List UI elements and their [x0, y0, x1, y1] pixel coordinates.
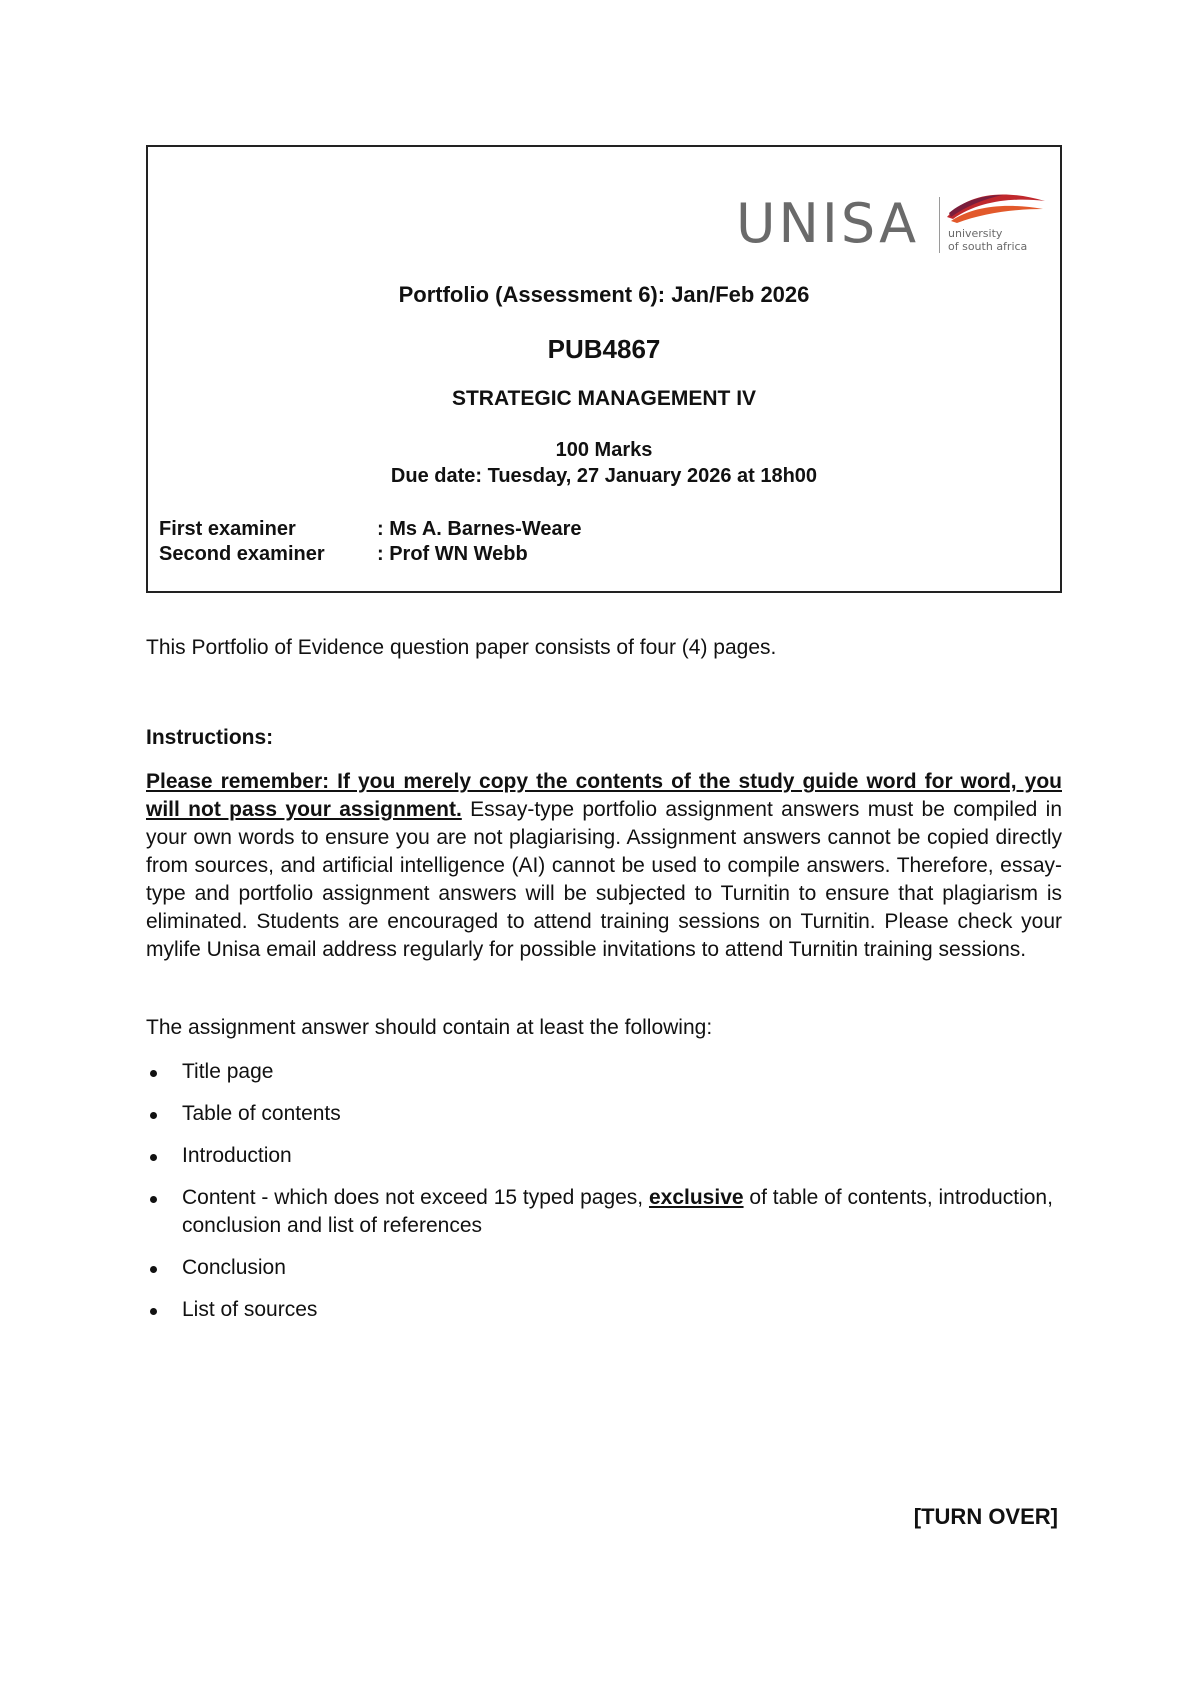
instructions-text: Essay-type portfolio assignment answers must be compiled in your own words to ensure you are not plagiarising. Assignment answers cannot be copied directly from sources, and artificial intelligence (AI) cannot be used to compile answers. Therefore, essay-type and portfolio assignment answers will be subjected to Turnitin to ensure that plagiarism is eliminated. Students are encouraged to attend training sessions on Turnitin. Please check your mylife Unisa email address regularly for possible invitations to attend Turnitin training sessions. [146, 798, 1062, 961]
plagiarism-warning: Please remember: If you merely copy the contents of the study guide word for word, you will not pass your assignment. [146, 770, 1062, 821]
list-item [146, 1254, 1062, 1282]
assessment-title: Portfolio (Assessment 6): Jan/Feb 2026 [398, 282, 810, 307]
list-item-sources: List of sources [182, 1298, 318, 1321]
bullet-icon [150, 1070, 157, 1077]
bullet-icon [150, 1154, 157, 1161]
logo-divider [939, 197, 940, 253]
bullet-icon [150, 1308, 157, 1315]
course-name: STRATEGIC MANAGEMENT IV [451, 387, 757, 410]
cover-header-box [146, 145, 1062, 593]
content-text-after: of table of contents, introduction, conclusion and list of references [182, 1186, 1053, 1237]
list-item [146, 1142, 1062, 1170]
unisa-logo [736, 187, 1046, 267]
list-item-toc: Table of contents [182, 1102, 341, 1125]
list-item [146, 1184, 1062, 1240]
logo-tagline-line1: university [948, 227, 1003, 240]
first-examiner-row [159, 517, 582, 542]
logo-swoosh-icon [943, 187, 1048, 227]
second-examiner-label: Second examiner [159, 543, 325, 565]
bullet-icon [150, 1196, 157, 1203]
list-item [146, 1296, 1062, 1324]
content-text-before: Content - which does not exceed 15 typed pages, [182, 1186, 649, 1209]
list-item [146, 1100, 1062, 1128]
list-item-content [182, 1186, 1053, 1237]
list-item-conclusion: Conclusion [182, 1256, 286, 1279]
due-date: Due date: Tuesday, 27 January 2026 at 18h00 [390, 465, 818, 487]
content-emphasis: exclusive [648, 1186, 744, 1209]
total-marks: 100 Marks [555, 439, 653, 461]
course-code: PUB4867 [547, 334, 661, 364]
examiners-block [159, 517, 582, 567]
logo-tagline [948, 227, 1027, 253]
requirements-list [146, 1058, 1062, 1338]
instructions-heading: Instructions: [146, 726, 274, 749]
requirements-intro: The assignment answer should contain at least the following: [146, 1016, 713, 1039]
instructions-paragraph [146, 768, 1062, 964]
second-examiner-name: : Prof WN Webb [377, 543, 528, 565]
logo-wordmark: UNISA [736, 192, 920, 255]
list-item-title-page: Title page [182, 1060, 274, 1083]
bullet-icon [150, 1266, 157, 1273]
first-examiner-label: First examiner [159, 518, 296, 540]
list-item [146, 1058, 1062, 1086]
first-examiner-name: : Ms A. Barnes-Weare [377, 518, 582, 540]
turn-over-label: [TURN OVER] [913, 1504, 1058, 1529]
list-item-introduction: Introduction [182, 1144, 292, 1167]
logo-tagline-line2: of south africa [948, 240, 1028, 253]
page-count-statement: This Portfolio of Evidence question paper consists of four (4) pages. [146, 636, 777, 659]
second-examiner-row [159, 542, 582, 567]
bullet-icon [150, 1112, 157, 1119]
